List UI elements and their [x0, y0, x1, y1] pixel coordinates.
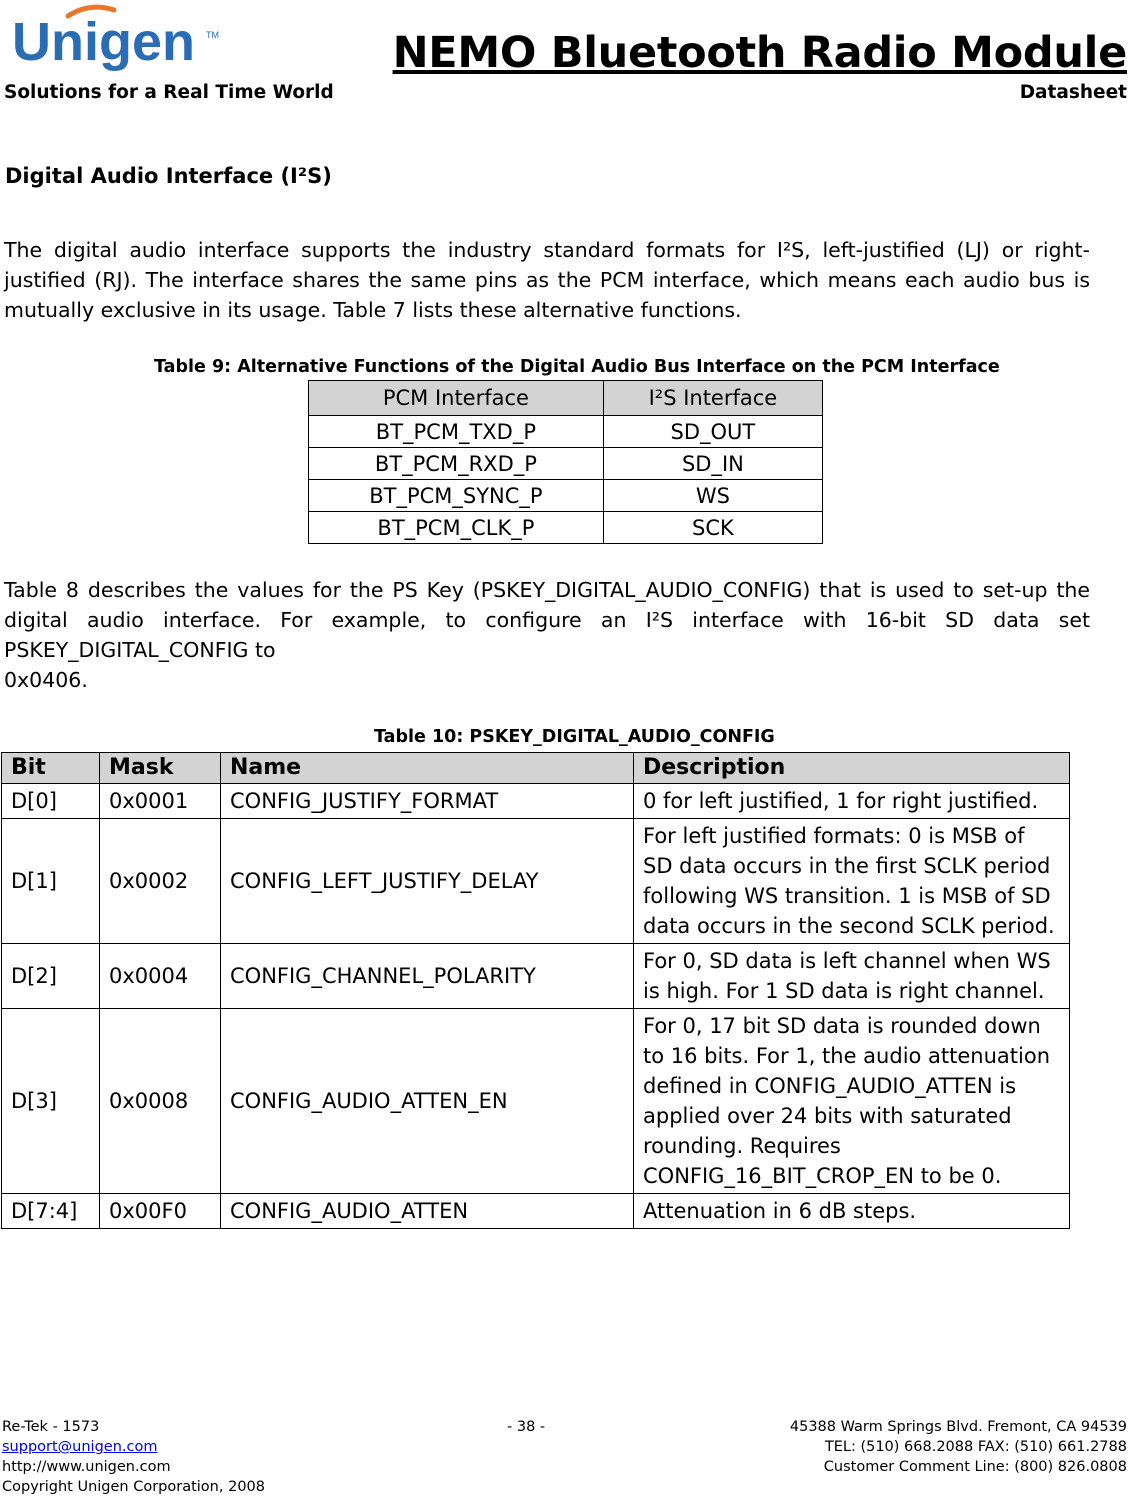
footer-left	[2, 1417, 265, 1497]
copyright: Copyright Unigen Corporation, 2008	[2, 1479, 265, 1495]
table9-caption: Table 9: Alternative Functions of the Digital Audio Bus Interface on the PCM Interface	[154, 357, 1000, 377]
column-header: PCM Interface	[309, 381, 604, 416]
document-title: NEMO Bluetooth Radio Module	[392, 28, 1127, 78]
tagline: Solutions for a Real Time World	[4, 82, 334, 103]
pcm-pin: BT_PCM_RXD_P	[309, 448, 604, 480]
i2s-pin: SCK	[603, 512, 822, 544]
table-row	[309, 416, 823, 448]
pcm-pin: BT_PCM_TXD_P	[309, 416, 604, 448]
description-cell: For 0, 17 bit SD data is rounded down to 16 bits. For 1, the audio attenuation defined in CONFIG_AUDIO_ATTEN is applied over 24 bits with saturated rounding. Requires CONFIG_16_BIT_CROP_EN to be 0.	[634, 1009, 1070, 1194]
column-header-name: Name	[221, 753, 634, 784]
bit-cell: D[3]	[2, 1009, 100, 1194]
mask-cell: 0x0002	[100, 819, 221, 944]
pcm-pin: BT_PCM_CLK_P	[309, 512, 604, 544]
i2s-pin: SD_IN	[603, 448, 822, 480]
description-cell: 0 for left justified, 1 for right justified.	[634, 784, 1070, 819]
mask-cell: 0x00F0	[100, 1194, 221, 1229]
comment-line: Customer Comment Line: (800) 826.0808	[823, 1459, 1127, 1475]
config-paragraph-text: Table 8 describes the values for the PS Key (PSKEY_DIGITAL_AUDIO_CONFIG) that is used to set-up the digital audio interface. For example, to configure an I²S interface with 16-bit SD data set PSKEY_DIGITAL_CONFIG to	[4, 578, 1090, 662]
name-cell: CONFIG_LEFT_JUSTIFY_DELAY	[221, 819, 634, 944]
table-row	[309, 448, 823, 480]
bit-cell: D[1]	[2, 819, 100, 944]
document-type: Datasheet	[1019, 82, 1127, 103]
column-header: I²S Interface	[603, 381, 822, 416]
column-header-mask: Mask	[100, 753, 221, 784]
table-row	[2, 819, 1070, 944]
table10-caption: Table 10: PSKEY_DIGITAL_AUDIO_CONFIG	[374, 727, 775, 747]
table-row	[309, 512, 823, 544]
unigen-logo	[10, 2, 230, 74]
name-cell: CONFIG_CHANNEL_POLARITY	[221, 944, 634, 1009]
i2s-pin: SD_OUT	[603, 416, 822, 448]
footer-right	[790, 1417, 1127, 1477]
pcm-pin: BT_PCM_SYNC_P	[309, 480, 604, 512]
bit-cell: D[0]	[2, 784, 100, 819]
address: 45388 Warm Springs Blvd. Fremont, CA 94539	[789, 1419, 1127, 1435]
description-cell: For 0, SD data is left channel when WS is high. For 1 SD data is right channel.	[634, 944, 1070, 1009]
revision-code: Re-Tek - 1573	[2, 1419, 100, 1435]
table-row	[2, 1009, 1070, 1194]
pskey-config-table	[1, 752, 1070, 1229]
config-paragraph	[4, 575, 1090, 695]
bit-cell: D[7:4]	[2, 1194, 100, 1229]
table-header-row	[2, 753, 1070, 784]
column-header-bit: Bit	[2, 753, 100, 784]
description-cell: Attenuation in 6 dB steps.	[634, 1194, 1070, 1229]
config-paragraph-value: 0x0406.	[4, 668, 88, 692]
alternative-functions-table	[308, 380, 823, 544]
mask-cell: 0x0004	[100, 944, 221, 1009]
name-cell: CONFIG_AUDIO_ATTEN	[221, 1194, 634, 1229]
logo-text: Unigen	[12, 12, 195, 72]
svg-text:TM: TM	[206, 30, 219, 40]
page-number: - 38 -	[507, 1419, 546, 1435]
name-cell: CONFIG_JUSTIFY_FORMAT	[221, 784, 634, 819]
mask-cell: 0x0008	[100, 1009, 221, 1194]
website-url: http://www.unigen.com	[2, 1459, 171, 1475]
phone-fax: TEL: (510) 668.2088 FAX: (510) 661.2788	[824, 1439, 1127, 1455]
intro-paragraph: The digital audio interface supports the industry standard formats for I²S, left-justified (LJ) or right-justified (RJ). The interface shares the same pins as the PCM interface, which means each audio bus is mutually exclusive in its usage. Table 7 lists these alternative functions.	[4, 238, 1090, 322]
table-row	[2, 944, 1070, 1009]
i2s-pin: WS	[603, 480, 822, 512]
table-row	[2, 1194, 1070, 1229]
section-heading: Digital Audio Interface (I²S)	[5, 164, 332, 188]
table-row	[2, 784, 1070, 819]
name-cell: CONFIG_AUDIO_ATTEN_EN	[221, 1009, 634, 1194]
description-cell: For left justified formats: 0 is MSB of SD data occurs in the first SCLK period following WS transition. 1 is MSB of SD data occurs in the second SCLK period.	[634, 819, 1070, 944]
mask-cell: 0x0001	[100, 784, 221, 819]
column-header-description: Description	[634, 753, 1070, 784]
bit-cell: D[2]	[2, 944, 100, 1009]
table-row	[309, 480, 823, 512]
table-header-row	[309, 381, 823, 416]
support-email-link[interactable]: support@unigen.com	[2, 1439, 158, 1455]
